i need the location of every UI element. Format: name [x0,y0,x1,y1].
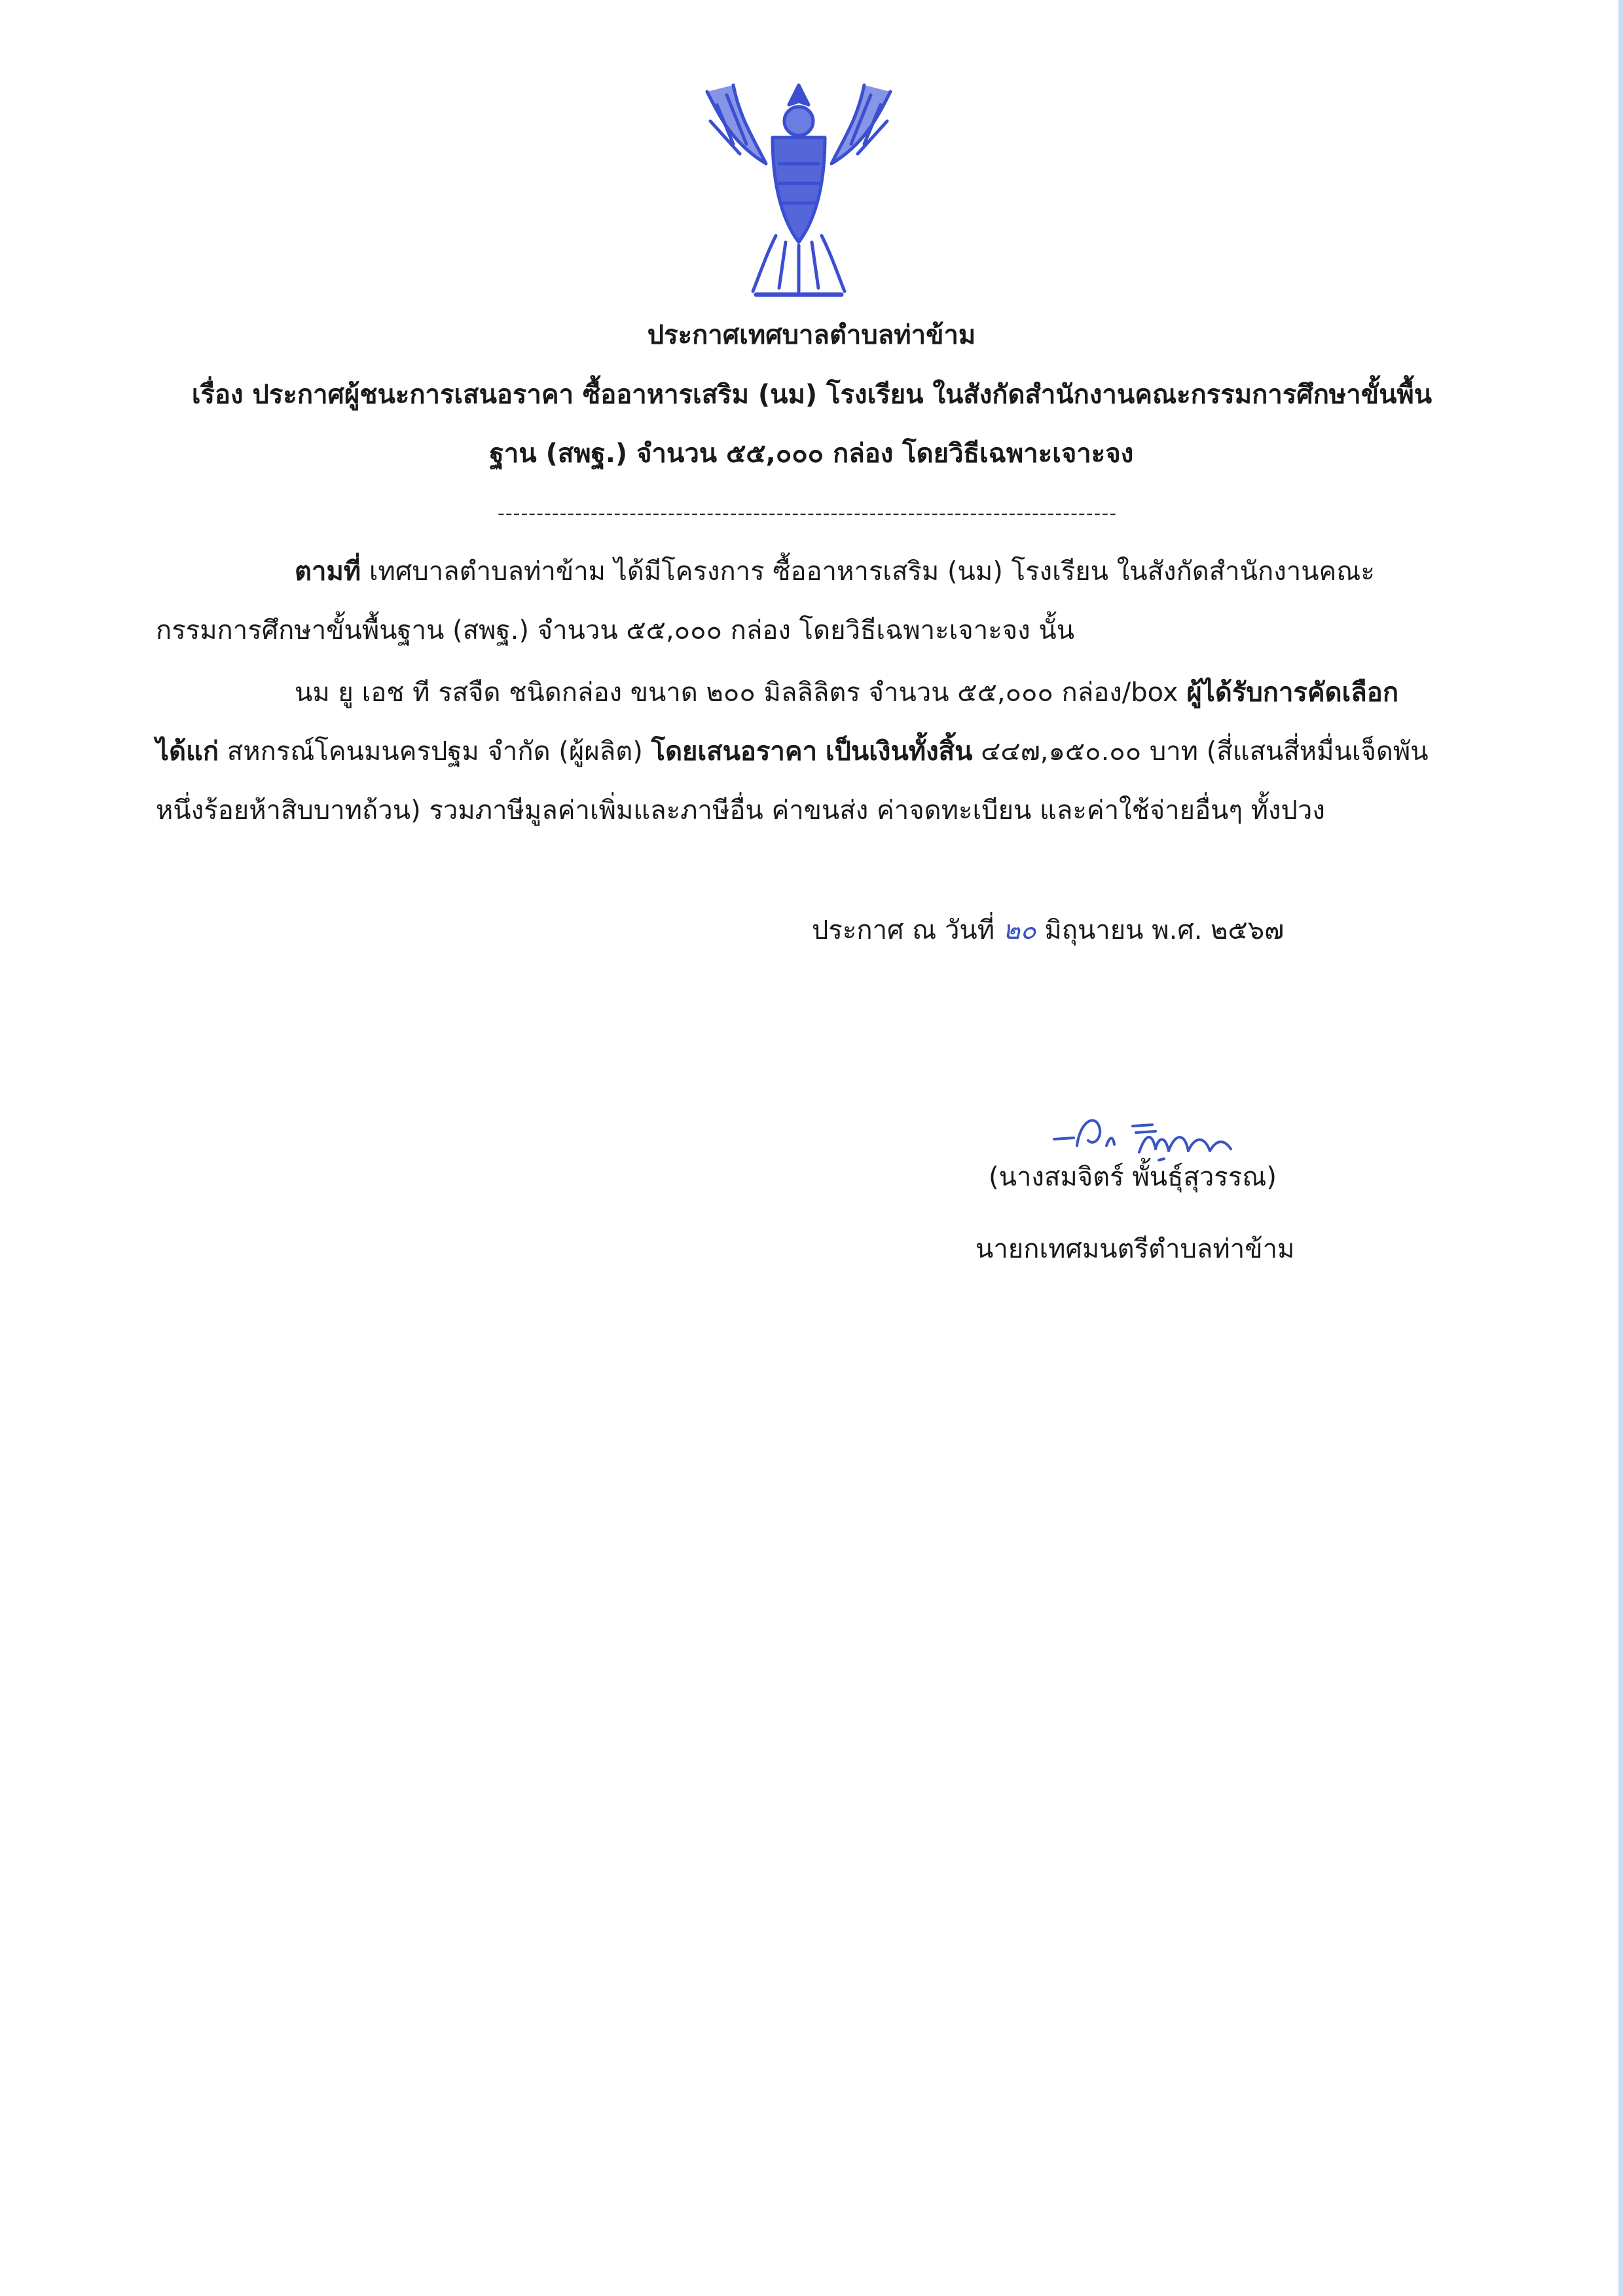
subject-line-2: ฐาน (สพฐ.) จำนวน ๕๕,๐๐๐ กล่อง โดยวิธีเฉพาะเจาะจง [489,439,1134,469]
garuda-emblem-icon [694,65,903,301]
signatory-position: นายกเทศมนตรีตำบลท่าข้าม [976,1234,1295,1264]
announcement-date [812,912,1284,949]
product-description: นม ยู เอช ที รสจืด ชนิดกล่อง ขนาด ๒๐๐ มิลลิลิตร จำนวน ๕๕,๐๐๐ กล่อง/box [295,678,1187,708]
winner-name: สหกรณ์โคนมนครปฐม จำกัด (ผู้ผลิต) [219,737,651,767]
paragraph-1-lead: ตามที่ [295,556,361,587]
offer-label: โดยเสนอราคา [651,737,818,767]
signatory-name: (นางสมจิตร์ พั้นธุ์สุวรรณ) [989,1162,1277,1192]
winner-label: ได้แก่ [156,737,219,767]
paragraph-1-line-2: กรรมการศึกษาขั้นพื้นฐาน (สพฐ.) จำนวน ๕๕,๐๐๐ กล่อง โดยวิธีเฉพาะเจาะจง นั้น [156,615,1075,646]
spacer-text [817,737,826,767]
paragraph-2-line-3: หนึ่งร้อยห้าสิบบาทถ้วน) รวมภาษีมูลค่าเพิ่มและภาษีอื่น ค่าขนส่ง ค่าจดทะเบียน และค่าใช้จ่ายอื่นๆ ทั้งปวง [156,795,1325,826]
date-prefix: ประกาศ ณ วันที่ [812,915,1003,945]
paragraph-2-line-1 [295,674,1398,711]
paragraph-1-line-1 [295,553,1375,590]
selected-label: ผู้ได้รับการคัดเลือก [1186,678,1399,708]
total-amount: ๔๔๗,๑๕๐.๐๐ บาท (สี่แสนสี่หมื่นเจ็ดพัน [972,737,1429,767]
issuer-title: ประกาศเทศบาลตำบลท่าข้าม [647,320,976,350]
subject-line-1: เรื่อง ประกาศผู้ชนะการเสนอราคา ซื้ออาหารเสริม (นม) โรงเรียน ในสังกัดสำนักงานคณะกรรมการศึกษาขั้นพื้น [191,380,1432,410]
separator-line: -------------------------------------------------------------------------------- [498,502,1118,525]
total-label: เป็นเงินทั้งสิ้น [825,737,973,767]
paragraph-1-text: เทศบาลตำบลท่าข้าม ได้มีโครงการ ซื้ออาหารเสริม (นม) โรงเรียน ในสังกัดสำนักงานคณะ [361,556,1375,587]
date-rest: มิถุนายน พ.ศ. ๒๕๖๗ [1036,915,1285,945]
paragraph-2-line-2 [156,733,1429,770]
date-day: ๒๐ [1002,915,1036,945]
